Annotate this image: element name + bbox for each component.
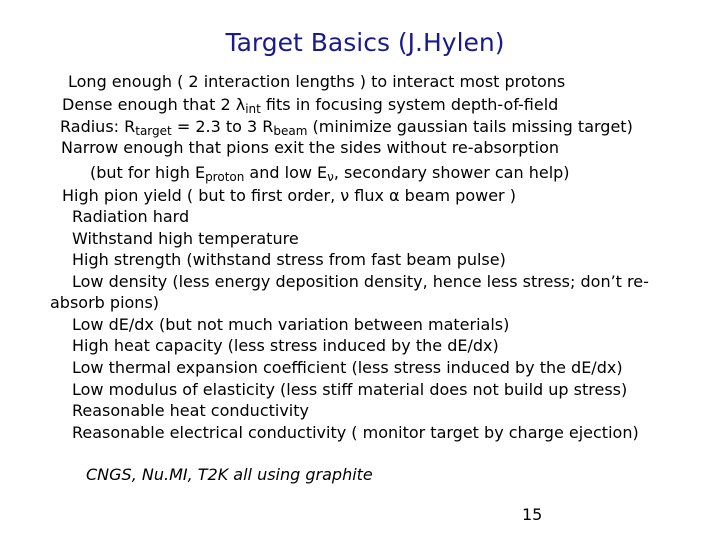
- line-text: Long enough ( 2 interaction lengths ) to interact most protons: [68, 72, 566, 91]
- text-line: [72, 401, 309, 421]
- page-number: 15: [522, 505, 543, 524]
- text-line: [72, 358, 623, 378]
- line-text: Reasonable electrical conductivity ( monitor target by charge ejection): [72, 423, 639, 442]
- alpha-symbol: α: [389, 186, 400, 205]
- line-text: and low E: [244, 163, 328, 182]
- line-text: Radius: R: [60, 117, 136, 136]
- line-text: Low thermal expansion coefficient (less stress induced by the dE/dx): [72, 358, 623, 377]
- text-line: [62, 95, 558, 119]
- text-line: [61, 138, 559, 158]
- line-text: Radiation hard: [72, 207, 190, 226]
- line-text: Low modulus of elasticity (less stiff material does not build up stress): [72, 380, 628, 399]
- line-text: (but for high E: [90, 163, 206, 182]
- line-text: Low density (less energy deposition density, hence less stress; don’t re-: [72, 272, 649, 291]
- subscript: beam: [273, 124, 308, 138]
- line-text: High pion yield ( but to first order,: [62, 186, 341, 205]
- text-line: [68, 72, 565, 92]
- text-line: [50, 293, 159, 313]
- text-line: [90, 163, 570, 187]
- line-text: Narrow enough that pions exit the sides without re-absorption: [61, 138, 560, 157]
- text-line: [72, 380, 627, 400]
- line-text: flux: [349, 186, 390, 205]
- line-text: absorb pions): [50, 293, 160, 312]
- line-text: High strength (withstand stress from fast beam pulse): [72, 250, 506, 269]
- line-text: beam power ): [399, 186, 516, 205]
- footer-text: CNGS, Nu.MI, T2K all using graphite: [86, 465, 373, 484]
- line-text: Dense enough that 2: [62, 95, 236, 114]
- subscript: ν: [327, 170, 334, 184]
- slide-title: Target Basics (J.Hylen): [225, 28, 505, 57]
- line-text: Reasonable heat conductivity: [72, 401, 309, 420]
- subscript: int: [245, 102, 261, 116]
- nu-symbol: ν: [340, 186, 350, 205]
- subscript: proton: [205, 170, 245, 184]
- line-text: = 2.3 to 3 R: [171, 117, 274, 136]
- text-line: [72, 229, 299, 249]
- text-line: [72, 315, 509, 335]
- line-text: , secondary shower can help): [333, 163, 570, 182]
- text-line: [72, 272, 649, 292]
- line-text: Low dE/dx (but not much variation between materials): [72, 315, 510, 334]
- text-line: [72, 423, 639, 443]
- text-line: [72, 336, 499, 356]
- text-line: [62, 186, 516, 206]
- line-text: fits in focusing system depth-of-field: [260, 95, 559, 114]
- text-line: [72, 207, 189, 227]
- line-text: High heat capacity (less stress induced by the dE/dx): [72, 336, 499, 355]
- line-text: Withstand high temperature: [72, 229, 299, 248]
- subscript: target: [135, 124, 172, 138]
- lambda-symbol: λ: [235, 95, 246, 114]
- line-text: (minimize gaussian tails missing target): [307, 117, 633, 136]
- text-line: [72, 250, 506, 270]
